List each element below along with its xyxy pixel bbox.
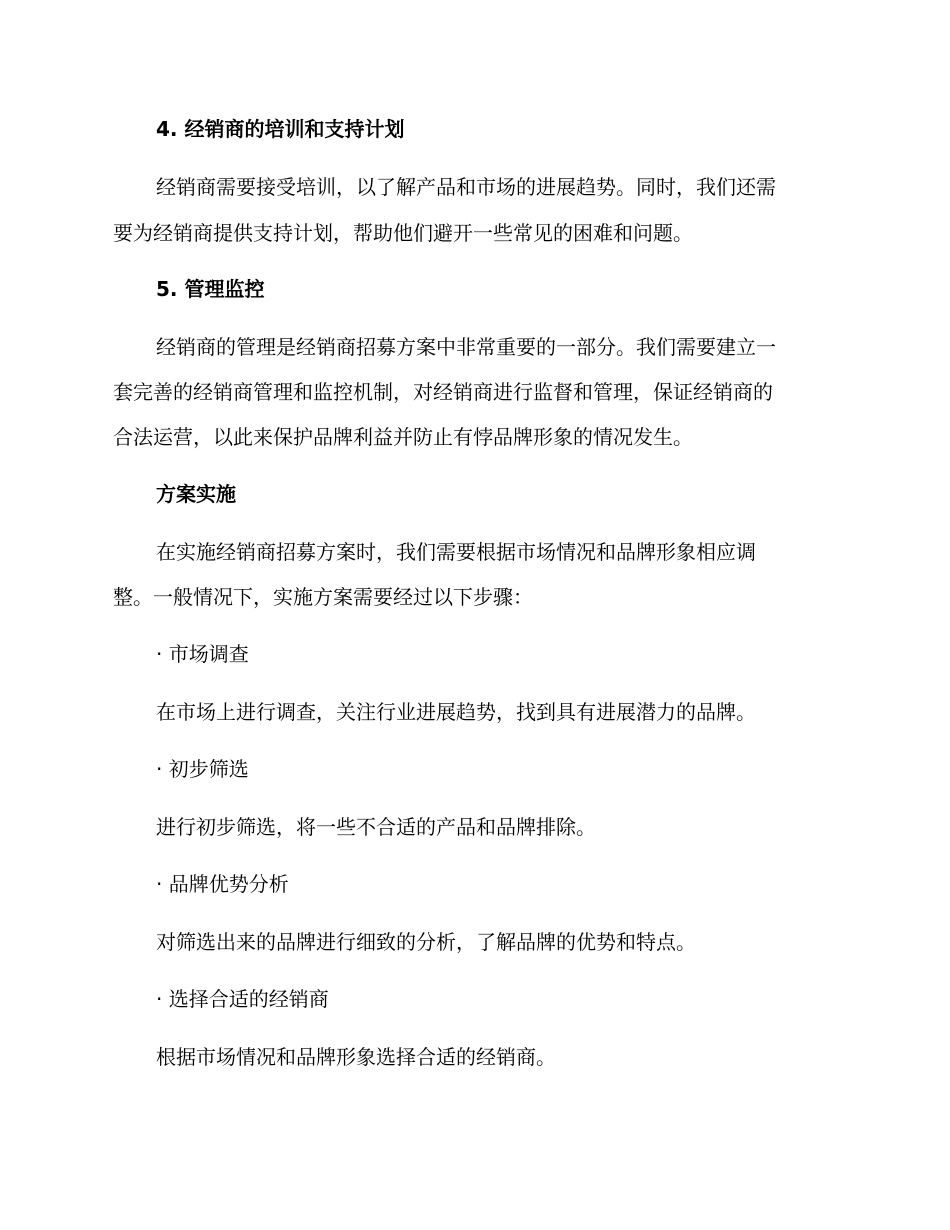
section4-paragraph-line2: 要为经销商提供支持计划，帮助他们避开一些常见的困难和问题。 (113, 221, 693, 245)
step-desc-market-survey: 在市场上进行调查，关注行业进展趋势，找到具有进展潜力的品牌。 (156, 700, 756, 724)
step-title-initial-screening: · 初步筛选 (156, 757, 249, 781)
section5-heading: 5. 管理监控 (156, 277, 265, 301)
implementation-paragraph-line1: 在实施经销商招募方案时，我们需要根据市场情况和品牌形象相应调 (156, 540, 756, 564)
implementation-heading: 方案实施 (156, 482, 236, 506)
section5-paragraph-line3: 合法运营，以此来保护品牌利益并防止有悖品牌形象的情况发生。 (113, 425, 693, 449)
step-title-choose-dealer: · 选择合适的经销商 (156, 987, 329, 1011)
section4-heading: 4. 经销商的培训和支持计划 (156, 117, 405, 141)
step-desc-brand-analysis: 对筛选出来的品牌进行细致的分析，了解品牌的优势和特点。 (156, 930, 696, 954)
section4-paragraph-line1: 经销商需要接受培训，以了解产品和市场的进展趋势。同时，我们还需 (156, 175, 776, 199)
section5-paragraph-line2: 套完善的经销商管理和监控机制，对经销商进行监督和管理，保证经销商的 (113, 380, 773, 404)
step-title-market-survey: · 市场调查 (156, 642, 249, 666)
implementation-paragraph-line2: 整。一般情况下，实施方案需要经过以下步骤： (113, 585, 533, 609)
step-title-brand-analysis: · 品牌优势分析 (156, 872, 289, 896)
step-desc-initial-screening: 进行初步筛选，将一些不合适的产品和品牌排除。 (156, 815, 596, 839)
step-desc-choose-dealer: 根据市场情况和品牌形象选择合适的经销商。 (156, 1045, 556, 1069)
section5-paragraph-line1: 经销商的管理是经销商招募方案中非常重要的一部分。我们需要建立一 (156, 335, 776, 359)
